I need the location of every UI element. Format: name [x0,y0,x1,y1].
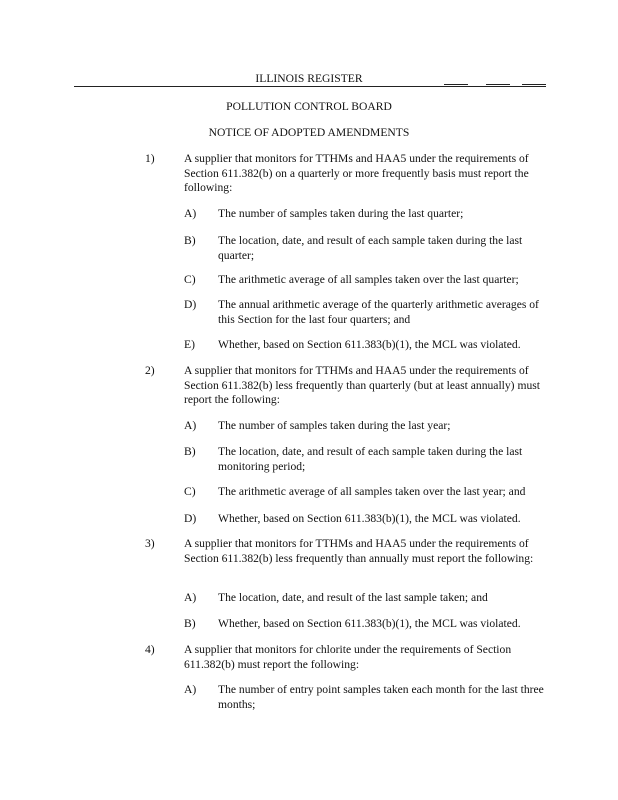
sub-item-text: The number of samples taken during the last year; [218,419,451,432]
sub-item-text: The arithmetic average of all samples taken over the last year; and [218,485,526,498]
item-number: 1) [145,152,155,165]
register-title: ILLINOIS REGISTER [255,72,363,85]
sub-item-text: The location, date, and result of each sample taken during the last quarter; [218,234,523,262]
sub-item-text: Whether, based on Section 611.383(b)(1), the MCL was violated. [218,617,521,630]
item-number: 2) [145,364,155,377]
sub-item-letter: B) [184,445,196,458]
sub-item-text: The arithmetic average of all samples taken over the last quarter; [218,273,519,286]
item-number: 3) [145,537,155,550]
sub-item-text: The number of samples taken during the last quarter; [218,207,464,220]
sub-item-letter: B) [184,617,196,630]
sub-item-letter: D) [184,512,197,525]
sub-item-letter: C) [184,485,196,498]
item-number: 4) [145,643,155,656]
sub-item-text: The number of entry point samples taken each month for the last three months; [218,683,544,711]
sub-item-letter: C) [184,273,196,286]
sub-item-letter: A) [184,419,197,432]
item-text: A supplier that monitors for TTHMs and HAA5 under the requirements of Section 611.382(b) less frequently than quarterly (but at least annually) must report the following: [184,364,540,407]
sub-item-letter: A) [184,591,197,604]
sub-item-text: Whether, based on Section 611.383(b)(1), the MCL was violated. [218,512,521,525]
sub-item-text: The location, date, and result of the last sample taken; and [218,591,488,604]
board-title: POLLUTION CONTROL BOARD [226,100,392,113]
item-text: A supplier that monitors for TTHMs and HAA5 under the requirements of Section 611.382(b) on a quarterly or more frequently basis must report the following: [184,152,529,195]
sub-item-letter: E) [184,338,195,351]
sub-item-letter: B) [184,234,196,247]
sub-item-letter: D) [184,298,197,311]
item-text: A supplier that monitors for TTHMs and HAA5 under the requirements of Section 611.382(b) less frequently than annually must report the following: [184,537,534,565]
item-text: A supplier that monitors for chlorite under the requirements of Section 611.382(b) must report the following: [184,643,512,671]
sub-item-letter: A) [184,683,197,696]
sub-item-letter: A) [184,207,197,220]
notice-title: NOTICE OF ADOPTED AMENDMENTS [208,126,410,139]
sub-item-text: The location, date, and result of each sample taken during the last monitoring period; [218,445,523,473]
sub-item-text: Whether, based on Section 611.383(b)(1), the MCL was violated. [218,338,521,351]
sub-item-text: The annual arithmetic average of the quarterly arithmetic averages of this Section for the last four quarters; and [218,298,539,326]
